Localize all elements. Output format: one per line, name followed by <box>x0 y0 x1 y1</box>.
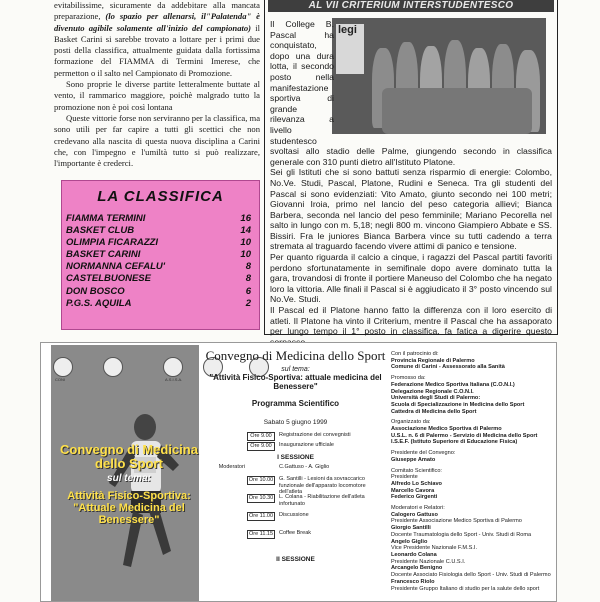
schedule-text: Inaugurazione ufficiale <box>279 442 334 448</box>
photo-sign: legi <box>336 24 364 74</box>
classifica-row <box>66 286 259 298</box>
left-article <box>54 0 260 169</box>
overlay-theme: Attività Fisico-Sportiva: "Attuale Medicina del Benessere" <box>67 490 191 526</box>
schedule-row <box>203 432 388 442</box>
team-points: 8 <box>245 273 251 285</box>
schedule-time: Ore 9.00 <box>247 442 275 451</box>
organizer-line: Docente Associato Fisiologia dello Sport - Univ. Studi di Palermo <box>391 572 551 579</box>
classifica-box <box>61 180 260 330</box>
classifica-row <box>66 261 259 273</box>
poster-overlay <box>49 443 209 526</box>
organizer-line: Vice Presidente Nazionale F.M.S.I. <box>391 545 478 552</box>
moderators-label: Moderatori <box>218 464 245 470</box>
organizer-line: Associazione Medico Sportiva di Palermo <box>391 426 502 433</box>
team-points: 6 <box>245 285 251 297</box>
sponsor-logo-caption: A.S.I.S.A. <box>165 377 183 382</box>
organizer-line: Moderatori e Relatori: <box>391 505 445 512</box>
team-name: NORMANNA CEFALU' <box>66 261 166 273</box>
team-name: BASKET CARINI <box>66 249 141 261</box>
convegno-poster <box>40 342 557 602</box>
organizer-line: Delegazione Regionale C.O.N.I. <box>391 388 474 395</box>
organizer-line: Con il patrocinio di: <box>391 351 439 357</box>
classifica-row <box>66 225 259 237</box>
organizer-line: Comitato Scientifico: <box>391 467 442 474</box>
team-name: CASTELBUONESE <box>66 273 151 285</box>
left-paragraph-2: Sono proprie le diverse partite letteralmente buttate al vento, il rammarico maggiore, poichè malgrado tutto la promozione non è poi così lontana <box>54 79 260 112</box>
organizer-line: Alfredo Lo Schiavo <box>391 480 442 487</box>
classifica-row <box>66 213 259 225</box>
convegno-title: Convegno di Medicina dello Sport <box>205 348 386 363</box>
overlay-title: Convegno di Medicina dello Sport <box>60 442 198 471</box>
team-name: DON BOSCO <box>66 285 125 297</box>
schedule-row <box>203 442 388 452</box>
organizer-line: Federazione Medico Sportiva Italiana (C.O.N.I.) <box>391 381 515 388</box>
organizers-column <box>391 351 557 592</box>
team-points: 2 <box>245 297 251 309</box>
convegno-date: Sabato 5 giugno 1999 <box>263 419 328 426</box>
schedule-text: Coffee Break <box>279 530 312 536</box>
team-points: 10 <box>240 237 251 249</box>
team-name: P.G.S. AQUILA <box>66 297 132 309</box>
team-name: FIAMMA TERMINI <box>66 213 146 224</box>
organizer-line: Provincia Regionale di Palermo <box>391 357 475 364</box>
team-name: BASKET CLUB <box>66 225 135 237</box>
programme-column <box>203 343 388 563</box>
organizer-line: Presidente <box>391 474 418 481</box>
session-1-schedule <box>203 476 388 548</box>
session-2-heading: II SESSIONE <box>276 556 315 563</box>
organizer-line: Scuola di Specializzazione in Medicina dello Sport <box>391 401 525 408</box>
team-points: 8 <box>245 261 251 273</box>
organizer-line: Giuseppe Amato <box>391 456 436 463</box>
sponsor-logo <box>103 357 123 377</box>
criterium-paragraph-2: Sei gli Istituti che si sono battuti senza risparmio di energie: Colombo, No.Ve. Studi, Pascal, Platone, Rudini e Seneca. Tra gli studenti del Pascal si sono evidenziati: Vito Amato, giunto secondo nei 100 metri; Giovanni Iroia, primo nel lancio del peso categoria allievi; Bianca Barbera, seconda nel lancio del peso femminile; Mariano Pecorella nel salto in lungo con m. 5,18; negli 800 m. vincono Giampiero Abbate e SS. Bissiri. Fra le juniores Bianca Barbera vince su tutti cadendo a terra stremata al traguardo facendo vivere attimi di panico e tensione. <box>270 167 552 252</box>
schedule-row <box>203 494 388 512</box>
session-1-heading: I SESSIONE <box>277 454 314 461</box>
organizer-line: Leonardo Colana <box>391 551 437 558</box>
opening-schedule <box>203 432 388 452</box>
convegno-theme: "Attività Fisico-Sportiva: attuale medicina del Benessere" <box>209 373 382 391</box>
organizer-line: Organizzato da: <box>391 419 431 426</box>
organizer-line: Docente Traumatologia dello Sport - Univ. Studi di Roma <box>391 531 532 538</box>
organizer-line: Arcangelo Benigno <box>391 565 443 572</box>
schedule-text: Registrazione dei convegnisti <box>279 432 351 438</box>
classifica-row <box>66 237 259 249</box>
schedule-time: Ore 9.00 <box>247 432 275 441</box>
left-paragraph-1-segment: (lo spazio per allenarsi, il"Palatenda" è divenuto agibile solamente all'inizio del campionato) <box>54 11 260 33</box>
criterium-article <box>270 19 552 347</box>
organizer-line: Angelo Giglio <box>391 538 428 545</box>
criterium-title: AL VII CRITERIUM INTERSTUDENTESCO <box>308 0 514 11</box>
schedule-text: G. Santilli - Lesioni da sovraccarico funzionale dell'apparato locomotore dell'atleta <box>279 476 366 495</box>
organizer-line: Comune di Carini - Assessorato alla Sanità <box>391 364 505 371</box>
sponsor-logo <box>53 357 73 377</box>
classifica-list <box>66 213 259 310</box>
criterium-header <box>268 0 554 12</box>
classifica-row <box>66 298 259 310</box>
programma-heading: Programma Scientifico <box>251 399 340 408</box>
sponsor-logo <box>163 357 183 377</box>
organizer-line: Università degli Studi di Palermo: <box>391 395 481 402</box>
schedule-row <box>203 512 388 530</box>
organizer-line: Marcello Cavora <box>391 487 435 494</box>
team-points: 14 <box>240 225 251 237</box>
left-paragraph-1 <box>54 0 260 79</box>
organizer-line: I.S.E.F. (Istituto Superiore di Educazione Fisica) <box>391 439 518 446</box>
classifica-title: LA CLASSIFICA <box>97 188 224 205</box>
left-paragraph-1-segment: evitabilissime, sicuramente da addebitare alla mancata preparazione, <box>54 0 260 22</box>
schedule-time: Ore 10.30 <box>248 495 274 501</box>
team-name: OLIMPIA FICARAZZI <box>66 237 158 249</box>
convegno-sub-intro: sul tema: <box>281 366 310 373</box>
schedule-time: Ore 11.00 <box>248 513 274 519</box>
left-paragraph-3: Queste vittorie forse non serviranno per la classifica, ma sono utili per far capire a tutti gli scettici che non credevano alla nascita di questa nuova disciplina a Carini che, con l'impegno e l'umiltà tutto si può realizzare, l'importante è crederci. <box>54 112 261 169</box>
schedule-time: Ore 10.00 <box>248 477 274 483</box>
photo-spacer <box>334 19 552 139</box>
classifica-row <box>66 249 259 261</box>
left-paragraph-1-segment: il Basket Carini si sarebbe trovato a lottare per i primi due posti della classifica, attualmente guidata dalla fortissima formazione del FIAMMA di Termini Imerese, che permetton o il salto nel Campionato di Promozione. <box>54 22 260 78</box>
organizer-line: Presidente Nazionale C.U.S.I. <box>391 558 466 565</box>
organizer-line: Giorgio Santilli <box>391 525 431 532</box>
organizer-line: U.S.L. n. 6 di Palermo - Servizio di Medicina dello Sport <box>391 432 538 439</box>
organizer-line: Federico Girgenti <box>391 494 438 501</box>
moderators-row <box>203 464 388 476</box>
schedule-text: L. Colana - Riabilitazione dell'atleta infortunato <box>279 494 365 507</box>
organizer-line: Presidente Gruppo Italiano di studio per la salute dello sport <box>391 585 540 592</box>
criterium-paragraph-3: Per quanto riguarda il calcio a cinque, i ragazzi del Pascal partiti favoriti perdono sfortunatamente in semifinale dopo avere dominato tutta la gara, trovandosi di fronte il portiere Maneuso del Colombo che ha negato loro la vittoria. Alle finali il Pascal si è aggiudicato il 3° posto vincendo sul No.Ve. Studi. <box>270 252 552 305</box>
team-points: 16 <box>240 213 251 224</box>
organizer-line: Calogero Gattuso <box>391 511 438 518</box>
overlay-theme-intro: sul tema: <box>107 473 151 484</box>
schedule-row <box>203 530 388 548</box>
moderators-names: C.Gattuso - A. Giglio <box>279 464 330 470</box>
organizer-line: Cattedra di Medicina dello Sport <box>391 408 477 415</box>
criterium-paragraph-4: Il Pascal ed il Platone hanno fatto la differenza con il loro esercito di atleti. Il Platone ha vinto il Criterium, mentre il Pascal che ha assaporato per lungo tempo il 1° posto in classifica, fa fatica a digerire questo <box>270 305 552 337</box>
organizer-line: Presidente del Convegno: <box>391 450 456 457</box>
criterium-paragraph-1: Il College B. Pascal ha conquistato, dopo una dura lotta, il secondo posto nella manifestazione sportiva di grande rilevanza a livello studentesco svoltasi allo stadio delle Palme, giungendo secondo in classifica generale con 310 punti dietro all'Istituto Platone. <box>270 19 552 167</box>
schedule-text: Discussione <box>279 512 309 518</box>
organizer-line: Presidente Associazione Medico Sportiva di Palermo <box>391 518 522 525</box>
schedule-time: Ore 11.15 <box>248 531 274 537</box>
team-points: 10 <box>240 249 251 261</box>
classifica-row <box>66 273 259 285</box>
sponsor-logo-caption: CONI <box>55 377 65 382</box>
schedule-row <box>203 476 388 494</box>
organizer-line: Francesco Riolo <box>391 578 435 585</box>
organizer-line: Promosso da: <box>391 375 426 382</box>
